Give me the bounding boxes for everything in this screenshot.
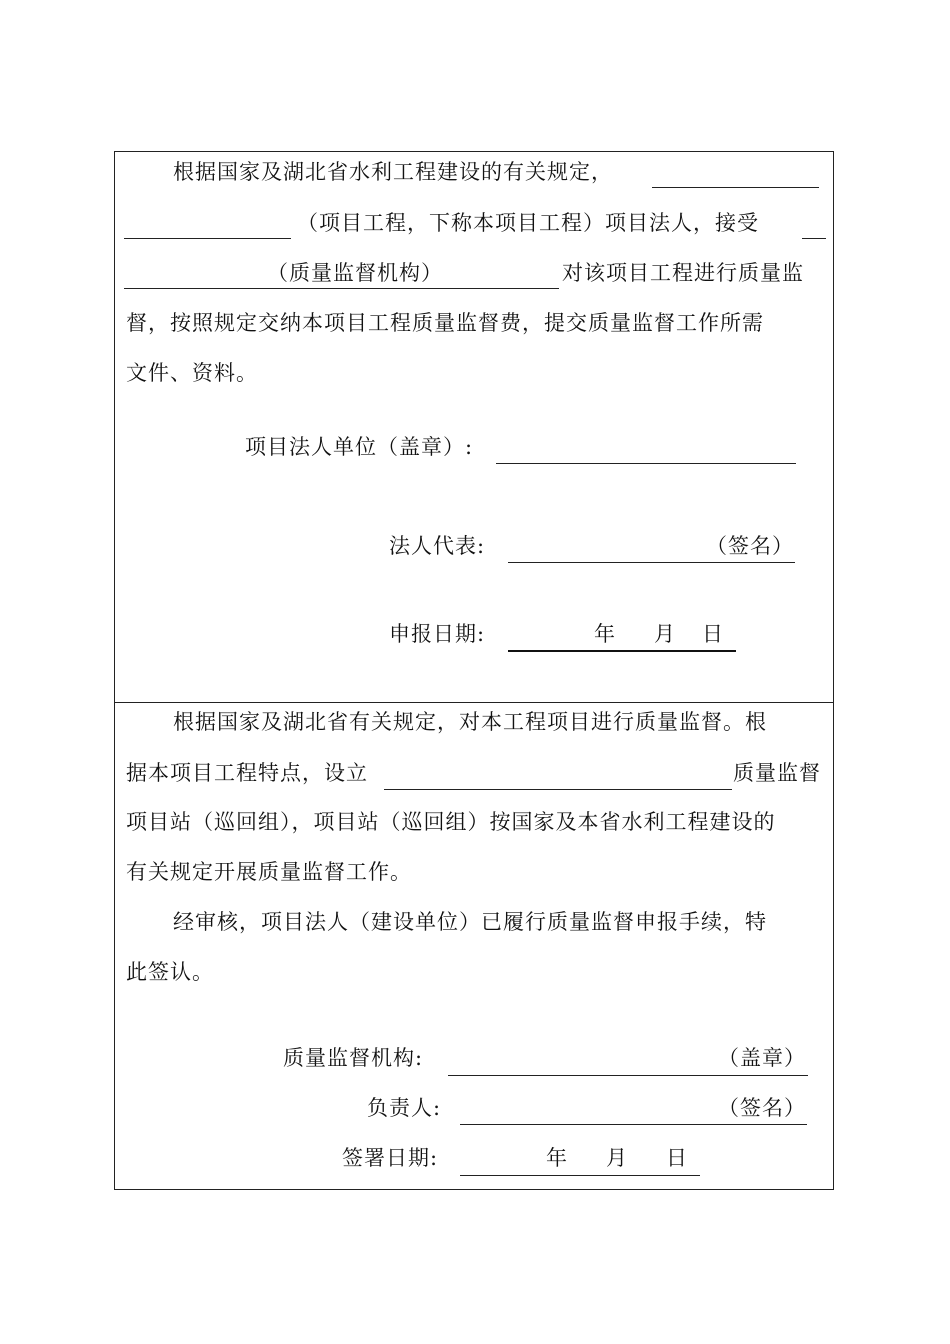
report-date-month: 月	[654, 622, 676, 646]
s2-line2-before: 据本项目工程特点，设立	[126, 761, 368, 785]
agency-blank-2[interactable]	[124, 288, 559, 289]
rep-sign-hint: （签名）	[706, 534, 794, 558]
s2-line2-after: 质量监督	[733, 761, 821, 785]
sign-date-year: 年	[546, 1146, 568, 1170]
report-date-label: 申报日期:	[389, 622, 486, 646]
project-name-blank-1[interactable]	[652, 187, 819, 188]
project-name-blank-2[interactable]	[124, 238, 291, 239]
station-name-field[interactable]	[384, 789, 732, 790]
rep-label: 法人代表:	[389, 534, 486, 558]
rep-signature-field[interactable]	[508, 562, 795, 563]
report-date-year: 年	[594, 622, 616, 646]
s1-line1: 根据国家及湖北省水利工程建设的有关规定，	[173, 160, 613, 184]
report-date-day: 日	[702, 622, 724, 646]
unit-seal-field[interactable]	[496, 463, 796, 464]
head-label: 负责人:	[367, 1096, 442, 1120]
head-sign-hint: （签名）	[718, 1096, 806, 1120]
s2-line3: 项目站（巡回组），项目站（巡回组）按国家及本省水利工程建设的	[126, 810, 776, 834]
sign-date-field[interactable]	[460, 1175, 700, 1176]
agency-blank-1[interactable]	[802, 238, 826, 239]
agency-blank-hint: （质量监督机构）	[267, 261, 443, 285]
unit-label: 项目法人单位（盖章）:	[245, 435, 474, 459]
s1-line3: 对该项目工程进行质量监	[562, 261, 804, 285]
s1-line5: 文件、资料。	[126, 361, 258, 385]
org-label: 质量监督机构:	[283, 1046, 424, 1070]
s2-line5: 经审核，项目法人（建设单位）已履行质量监督申报手续，特	[173, 910, 767, 934]
s2-line4: 有关规定开展质量监督工作。	[126, 860, 412, 884]
report-date-field[interactable]	[508, 650, 736, 652]
s2-line1: 根据国家及湖北省有关规定，对本工程项目进行质量监督。根	[173, 710, 767, 734]
org-seal-field[interactable]	[448, 1075, 808, 1076]
form-border	[114, 151, 834, 1190]
section-divider	[114, 702, 834, 703]
sign-date-day: 日	[666, 1146, 688, 1170]
head-signature-field[interactable]	[460, 1124, 807, 1125]
s1-line2: （项目工程，下称本项目工程）项目法人，接受	[297, 211, 759, 235]
org-seal-hint: （盖章）	[718, 1046, 806, 1070]
s1-line4: 督，按照规定交纳本项目工程质量监督费，提交质量监督工作所需	[126, 311, 764, 335]
sign-date-label: 签署日期:	[342, 1146, 439, 1170]
s2-line6: 此签认。	[126, 960, 214, 984]
sign-date-month: 月	[606, 1146, 628, 1170]
